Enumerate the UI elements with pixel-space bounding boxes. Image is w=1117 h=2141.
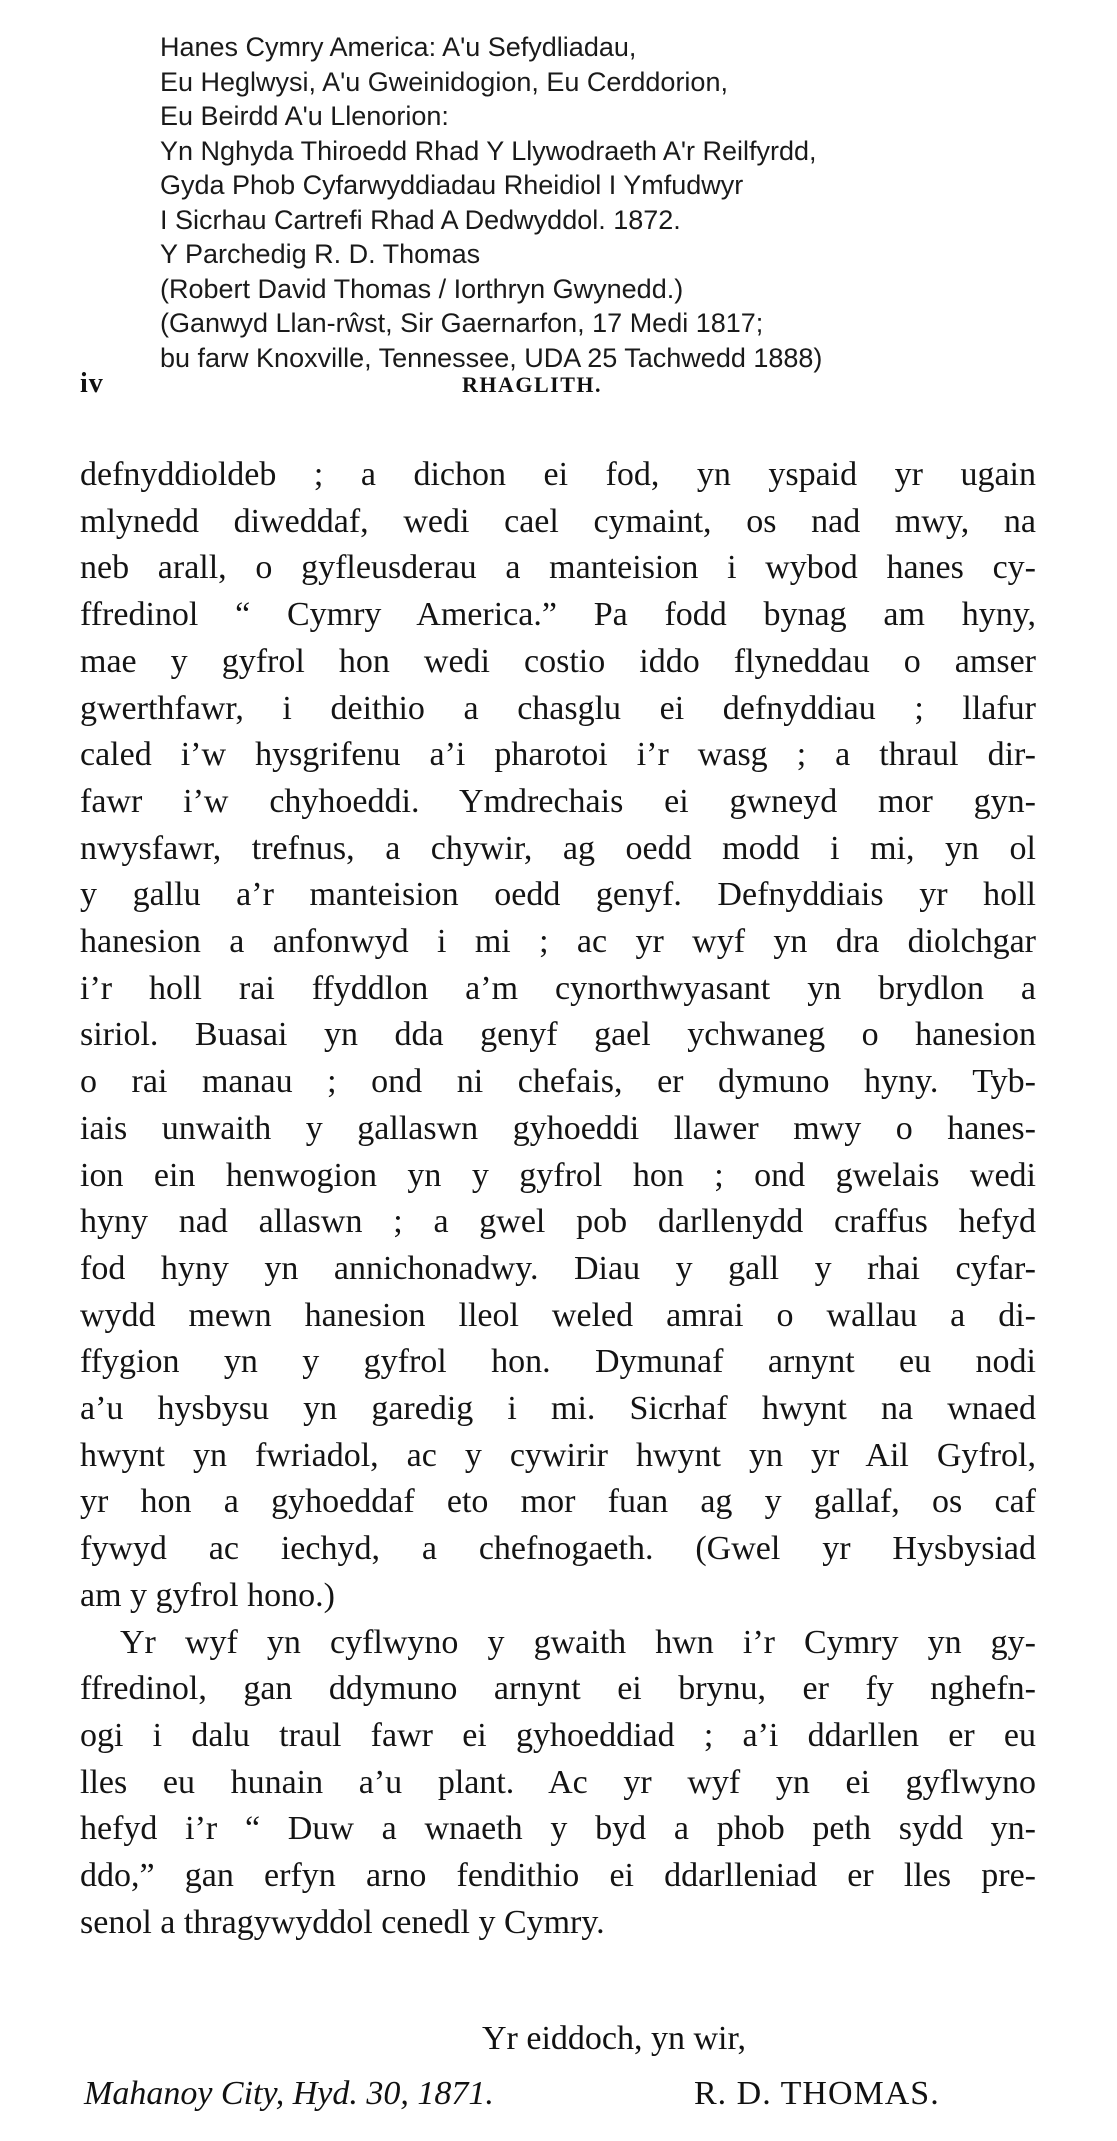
- body-line: mae y gyfrol hon wedi costio iddo flyneddau o amser: [80, 642, 1036, 680]
- body-line: lles eu hunain a’u plant. Ac yr wyf yn ei gyflwyno: [80, 1763, 1036, 1801]
- body-line: fawr i’w chyhoeddi. Ymdrechais ei gwneyd mor gyn-: [80, 782, 1036, 820]
- body-line: gwerthfawr, i deithio a chasglu ei defnyddiau ; llafur: [80, 689, 1036, 727]
- preface-body: [80, 452, 1036, 1947]
- header-line: Eu Heglwysi, A'u Gweinidogion, Eu Cerddorion,: [160, 66, 728, 97]
- body-line: ffredinol, gan ddymuno arnynt ei brynu, er fy nghefn-: [80, 1670, 1036, 1708]
- body-line: hefyd i’r “ Duw a wnaeth y byd a phob peth sydd yn-: [80, 1810, 1036, 1848]
- header-line: Y Parchedig R. D. Thomas: [160, 239, 481, 269]
- place-date: [84, 2075, 494, 2113]
- body-line: wydd mewn hanesion lleol weled amrai o wallau a di-: [80, 1296, 1036, 1334]
- body-line: neb arall, o gyfleusderau a manteision i wybod hanes cy-: [80, 549, 1036, 587]
- body-line: nwysfawr, trefnus, a chywir, ag oedd modd i mi, yn ol: [80, 829, 1036, 867]
- body-line: caled i’w hysgrifenu a’i pharotoi i’r wasg ; a thraul dir-: [80, 736, 1036, 774]
- header-line: I Sicrhau Cartrefi Rhad A Dedwyddol. 1872.: [160, 204, 681, 235]
- body-line: mlynedd diweddaf, wedi cael cymaint, os nad mwy, na: [80, 502, 1036, 540]
- body-line: ion ein henwogion yn y gyfrol hon ; ond gwelais wedi: [80, 1156, 1036, 1194]
- body-line: y gallu a’r manteision oedd genyf. Defnyddiais yr holl: [80, 876, 1036, 914]
- body-line: am y gyfrol hono.): [80, 1576, 335, 1614]
- header-line: (Robert David Thomas / Iorthryn Gwynedd.): [160, 273, 684, 304]
- signature-row: [84, 2075, 1014, 2113]
- body-line: fod hyny yn annichonadwy. Diau y gall y rhai cyfar-: [80, 1249, 1036, 1287]
- header-line: bu farw Knoxville, Tennessee, UDA 25 Tachwedd 1888): [160, 342, 823, 373]
- body-line: yr hon a gyhoeddaf eto mor fuan ag y gallaf, os caf: [80, 1483, 1036, 1521]
- header-line: Gyda Phob Cyfarwyddiadau Rheidiol I Ymfudwyr: [160, 170, 744, 200]
- body-line: defnyddioldeb ; a dichon ei fod, yn yspaid yr ugain: [80, 456, 1036, 493]
- body-line: ffredinol “ Cymry America.” Pa fodd bynag am hyny,: [80, 596, 1036, 634]
- header-line: Yn Nghyda Thiroedd Rhad Y Llywodraeth A'r Reilfyrdd,: [160, 135, 817, 166]
- title-header: [160, 30, 1060, 375]
- body-line: i’r holl rai ffyddlon a’m cynorthwyasant yn brydlon a: [80, 969, 1036, 1007]
- body-line: Yr wyf yn cyflwyno y gwaith hwn i’r Cymry yn gy-: [120, 1623, 1036, 1661]
- body-line: siriol. Buasai yn dda genyf gael ychwaneg o hanesion: [80, 1016, 1036, 1054]
- body-line: iais unwaith y gallaswn gyhoeddi llawer mwy o hanes-: [80, 1109, 1036, 1147]
- body-line: ffygion yn y gyfrol hon. Dymunaf arnynt eu nodi: [80, 1343, 1036, 1381]
- body-line: hanesion a anfonwyd i mi ; ac yr wyf yn dra diolchgar: [80, 923, 1036, 961]
- body-line: hyny nad allaswn ; a gwel pob darllenydd craffus hefyd: [80, 1203, 1036, 1241]
- place-date-text: Mahanoy City, Hyd. 30, 1871.: [84, 2075, 494, 2112]
- body-line: ogi i dalu traul fawr ei gyhoeddiad ; a’i ddarllen er eu: [80, 1716, 1036, 1754]
- body-line: o rai manau ; ond ni chefais, er dymuno hyny. Tyb-: [80, 1063, 1036, 1101]
- running-head: RHAGLITH.: [462, 372, 603, 397]
- body-line: senol a thragywyddol cenedl y Cymry.: [80, 1903, 605, 1941]
- header-line: Hanes Cymry America: A'u Sefydliadau,: [160, 32, 637, 62]
- signature-name: R. D. THOMAS.: [694, 2075, 940, 2112]
- body-line: a’u hysbysu yn garedig i mi. Sicrhaf hwynt na wnaed: [80, 1390, 1036, 1428]
- body-line: ddo,” gan erfyn arno fendithio ei ddarlleniad er lles pre-: [80, 1857, 1036, 1895]
- body-line: hwynt yn fwriadol, ac y cywirir hwynt yn yr Ail Gyfrol,: [80, 1436, 1036, 1474]
- body-line: fywyd ac iechyd, a chefnogaeth. (Gwel yr Hysbysiad: [80, 1530, 1036, 1568]
- page-number: iv: [80, 368, 104, 399]
- closing-salutation: Yr eiddoch, yn wir,: [482, 2020, 746, 2057]
- header-line: (Ganwyd Llan-rŵst, Sir Gaernarfon, 17 Medi 1817;: [160, 308, 764, 338]
- header-line: Eu Beirdd A'u Llenorion:: [160, 101, 449, 131]
